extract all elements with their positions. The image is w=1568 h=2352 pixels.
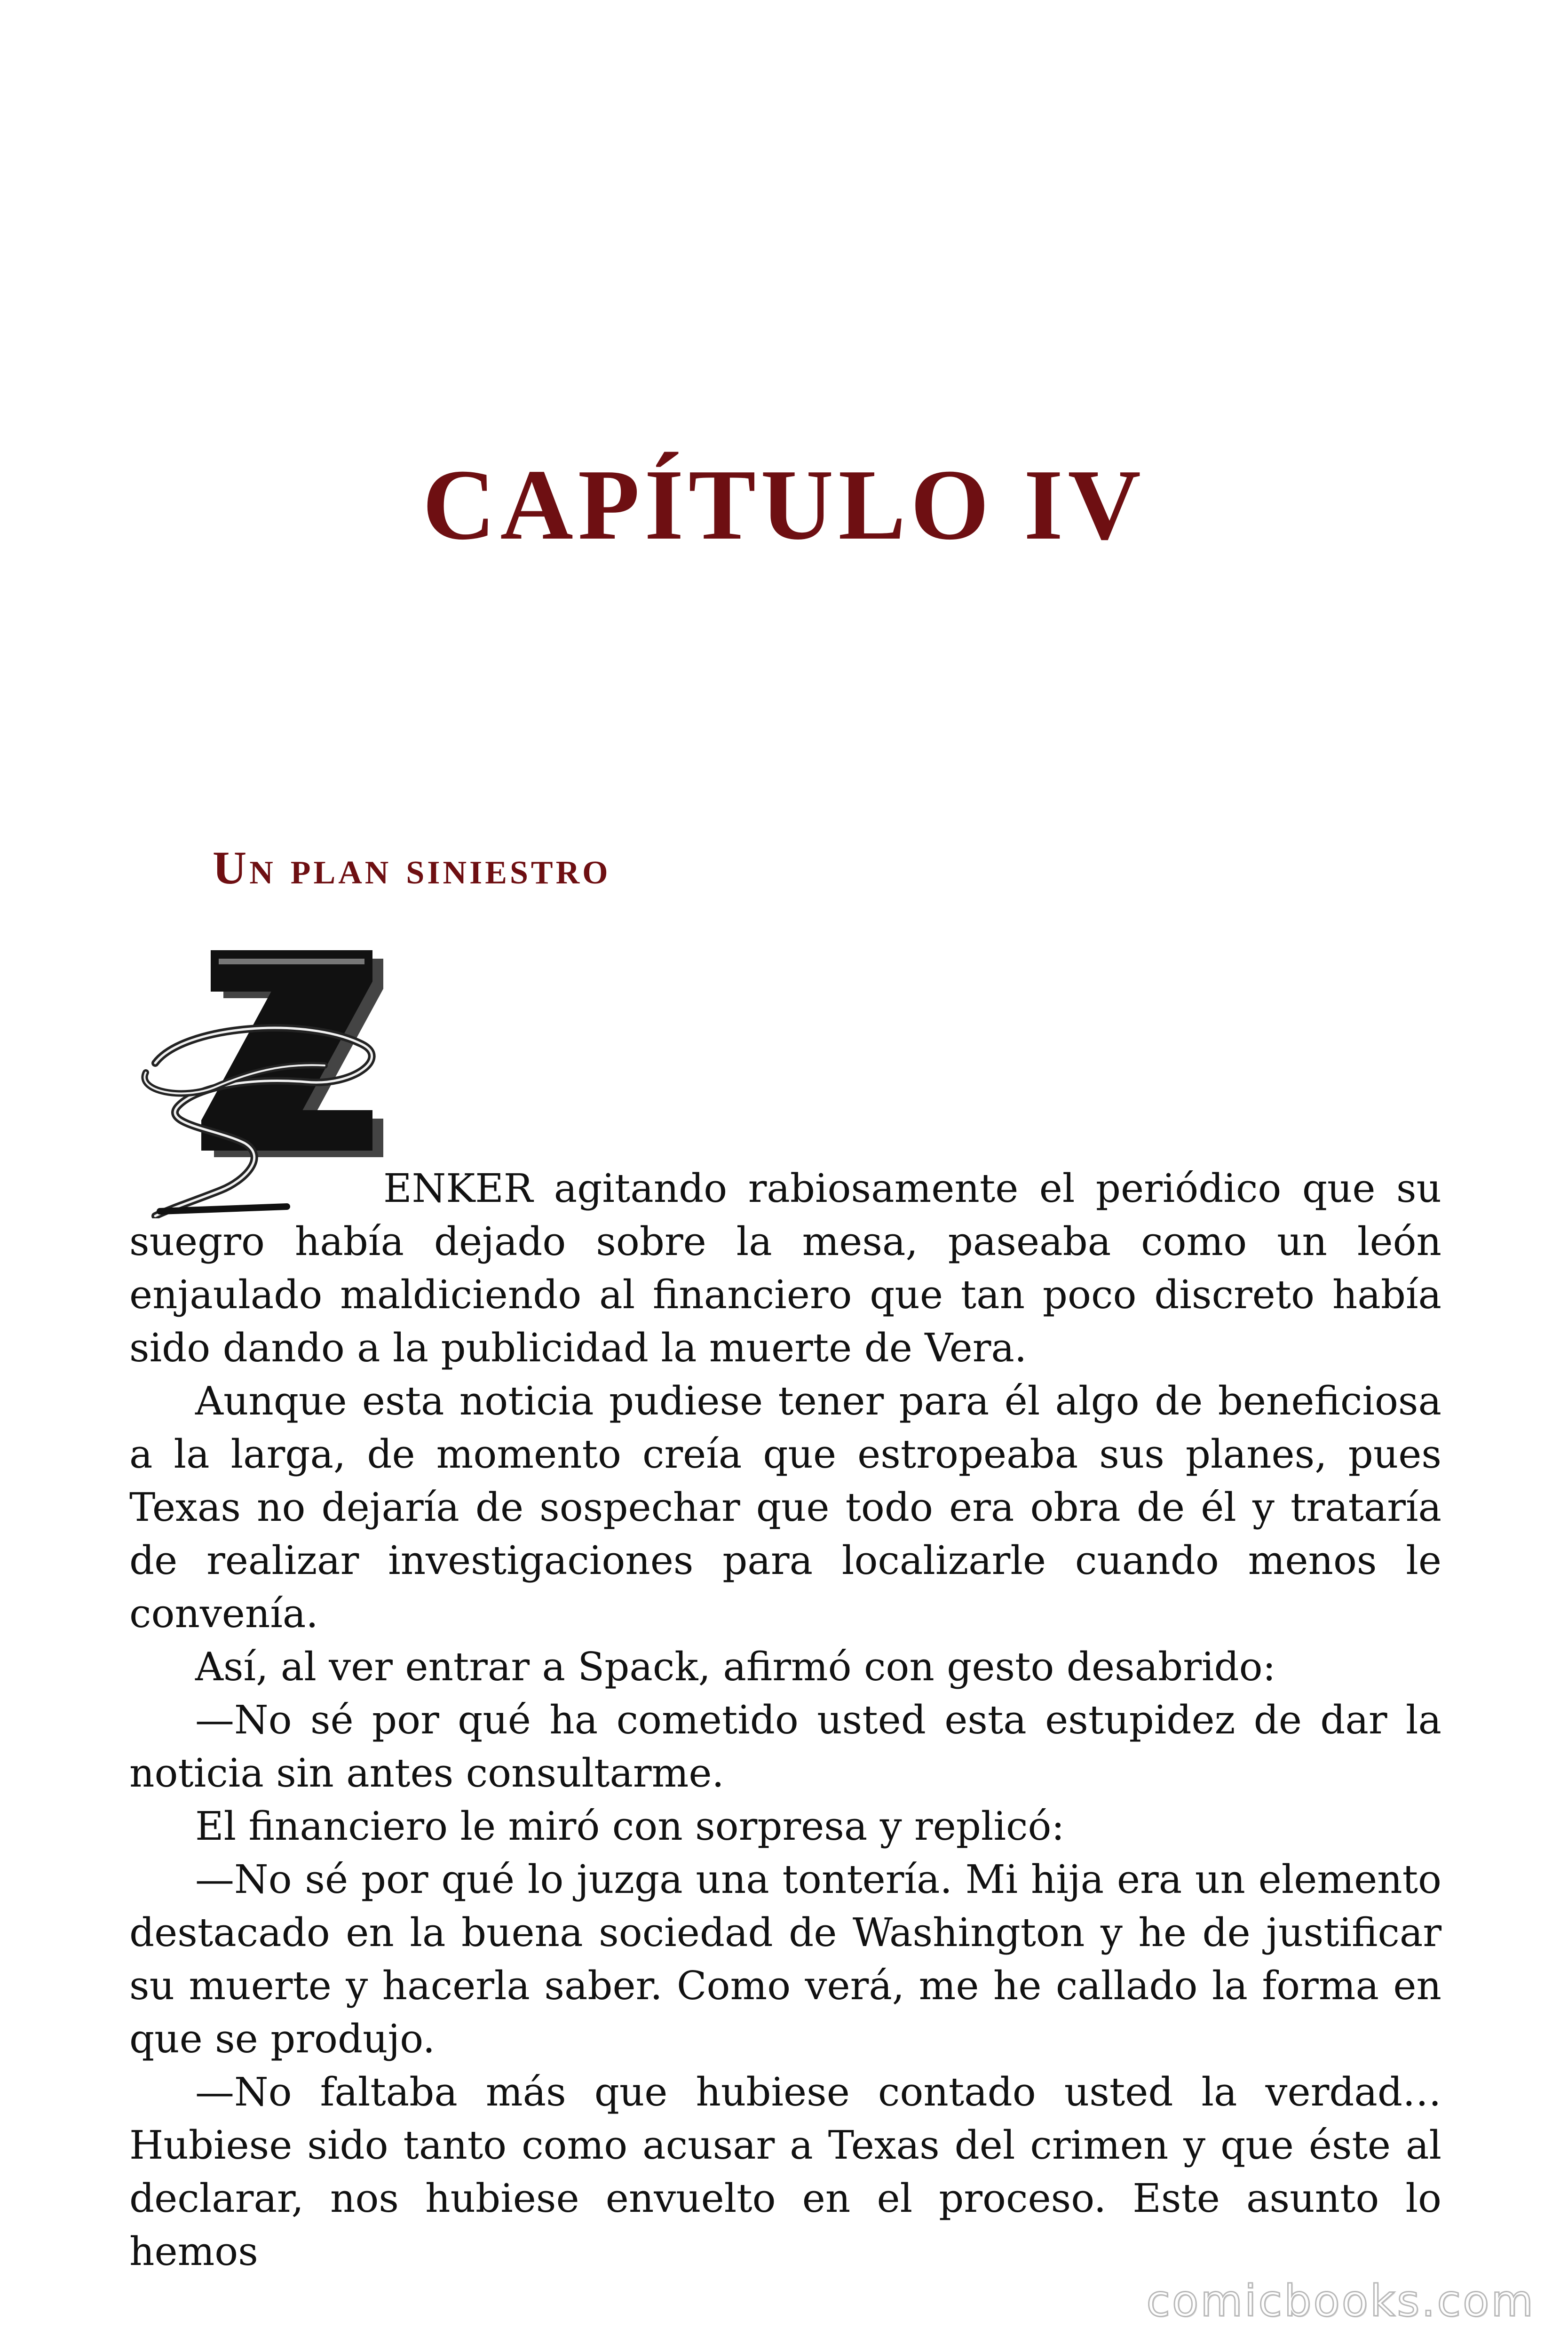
paragraph: Aunque esta noticia pudiese tener para él algo de beneficiosa a la larga, de momento creía que estropeaba sus planes, pues Texas no dejaría de sospechar que todo era obra de él y trataría de realizar investigaciones para localizarle cuando menos le convenía. <box>129 1378 1441 1637</box>
chapter-subtitle: Un plan siniestro <box>213 842 611 894</box>
paragraph: —No sé por qué ha cometido usted esta estupidez de dar la noticia sin antes consultarme. <box>129 1697 1441 1796</box>
paragraph: El financiero le miró con sorpresa y replicó: <box>195 1804 1065 1849</box>
chapter-title: CAPÍTULO IV <box>422 448 1146 561</box>
paragraph <box>129 1162 1441 1375</box>
paragraph: —No faltaba más que hubiese contado usted la verdad… Hubiese sido tanto como acusar a Texas del crimen y que éste al declarar, nos hubiese envuelto en el proceso. Este asunto lo hemos <box>129 2069 1441 2274</box>
body-text <box>129 1162 1441 2278</box>
paragraph-text: ENKER agitando rabiosamente el periódico que su suegro había dejado sobre la mesa, paseaba como un león enjaulado maldiciendo al financiero que tan poco discreto había sido dando a la publicidad la muerte de Vera. <box>129 1166 1441 1371</box>
paragraph: —No sé por qué lo juzga una tontería. Mi hija era un elemento destacado en la buena sociedad de Washington y he de justificar su muerte y hacerla saber. Como verá, me he callado la forma en que se produjo. <box>129 1857 1441 2062</box>
paragraph: Así, al ver entrar a Spack, afirmó con gesto desabrido: <box>195 1644 1276 1690</box>
watermark: comicbooks.com <box>1146 2276 1535 2326</box>
